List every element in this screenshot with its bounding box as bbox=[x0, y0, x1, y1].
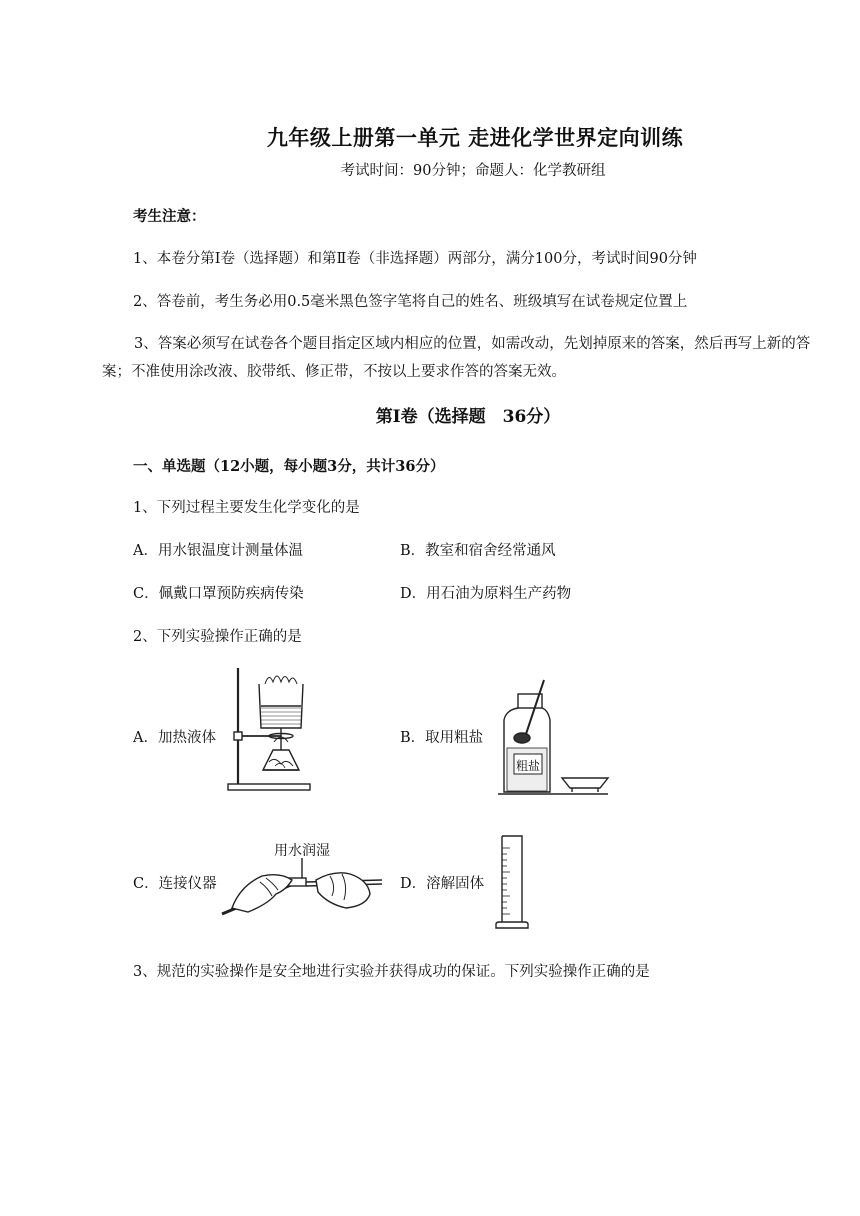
question-2-stem: 2、下列实验操作正确的是 bbox=[133, 629, 302, 645]
page-subtitle: 考试时间：90分钟；命题人：化学教研组 bbox=[340, 163, 606, 179]
salt-label: 粗盐 bbox=[515, 759, 541, 773]
question-2-option-d: D．溶解固体 bbox=[400, 876, 485, 892]
crude-salt-figure bbox=[498, 676, 610, 796]
notice-heading: 考生注意： bbox=[133, 208, 206, 225]
question-1-option-c: C．佩戴口罩预防疾病传染 bbox=[133, 586, 304, 602]
question-3-stem: 3、规范的实验操作是安全地进行实验并获得成功的保证。下列实验操作正确的是 bbox=[133, 964, 650, 980]
question-1-option-b: B．教室和宿舍经常通风 bbox=[400, 543, 556, 559]
connect-apparatus-figure bbox=[218, 838, 386, 920]
question-1-option-d: D．用石油为原料生产药物 bbox=[400, 586, 572, 602]
notice-item-2: 2、答卷前，考生务必用0.5毫米黑色签字笔将自己的姓名、班级填写在试卷规定位置上 bbox=[133, 294, 688, 310]
question-2-option-b: B．取用粗盐 bbox=[400, 730, 484, 746]
page-title: 九年级上册第一单元 走进化学世界定向训练 bbox=[266, 125, 684, 150]
heating-liquid-figure bbox=[225, 668, 315, 793]
notice-item-3: 3、答案必须写在试卷各个题目指定区域内相应的位置，如需改动，先划掉原来的答案，然后再写上新的答案；不准使用涂改液、胶带纸、修正带，不按以上要求作答的答案无效。 bbox=[102, 336, 811, 380]
part-heading: 一、单选题（12小题，每小题3分，共计36分） bbox=[133, 458, 445, 475]
question-1-stem: 1、下列过程主要发生化学变化的是 bbox=[133, 500, 360, 516]
question-1-option-a: A．用水银温度计测量体温 bbox=[133, 543, 303, 559]
section-title: 第Ⅰ卷（选择题 36分） bbox=[375, 407, 561, 427]
notice-item-1: 1、本卷分第Ⅰ卷（选择题）和第Ⅱ卷（非选择题）两部分，满分100分，考试时间90分钟 bbox=[133, 251, 697, 267]
graduated-cylinder-figure bbox=[494, 834, 530, 932]
question-2-option-c: C．连接仪器 bbox=[133, 876, 217, 892]
question-2-option-a: A．加热液体 bbox=[133, 730, 216, 746]
wet-label: 用水润湿 bbox=[274, 843, 330, 859]
